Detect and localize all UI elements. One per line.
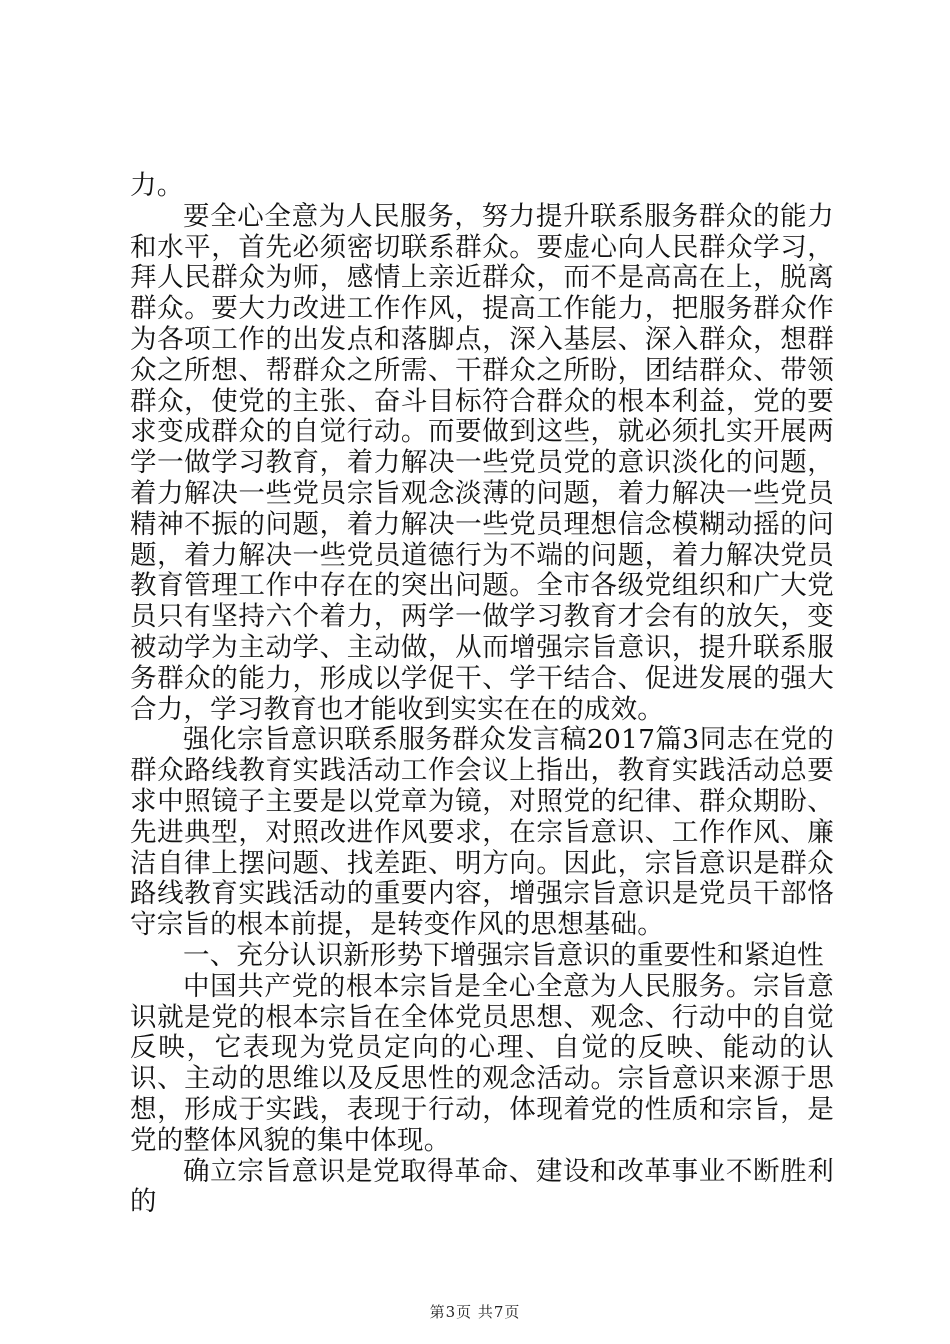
paragraph-serve-people: 要全心全意为人民服务，努力提升联系服务群众的能力和水平，首先必须密切联系群众。要虚心向人民群众学习，拜人民群众为师，感情上亲近群众，而不是高高在上，脱离群众。要大力改进工作作风，提高工作能力，把服务群众作为各项工作的出发点和落脚点，深入基层、深入群众，想群众之所想、帮群众之所需、干群众之所盼，团结群众、带领群众，使党的主张、奋斗目标符合群众的根本利益，党的要求变成群众的自觉行动。而要做到这些，就必须扎实开展两学一做学习教育，着力解决一些党员党的意识淡化的问题，着力解决一些党员宗旨观念淡薄的问题，着力解决一些党员精神不振的问题，着力解决一些党员理想信念模糊动摇的问题，着力解决一些党员道德行为不端的问题，着力解决党员教育管理工作中存在的突出问题。全市各级党组织和广大党员只有坚持六个着力，两学一做学习教育才会有的放矢，变被动学为主动学、主动做，从而增强宗旨意识，提升联系服务群众的能力，形成以学促干、学干结合、促进发展的强大合力，学习教育也才能收到实实在在的成效。 [130, 200, 834, 725]
paragraph-continuation: 力。 [130, 170, 184, 201]
page-number-footer: 第3页 共7页 [429, 1303, 521, 1321]
paragraph-establish-purpose: 确立宗旨意识是党取得革命、建设和改革事业不断胜利的 [130, 1155, 834, 1218]
document-body [130, 171, 834, 1218]
paragraph-party-purpose: 中国共产党的根本宗旨是全心全意为人民服务。宗旨意识就是党的根本宗旨在全体党员思想、观念、行动中的自觉反映，它表现为党员定向的心理、自觉的反映、能动的认识、主动的思维以及反思性的观念活动。宗旨意识来源于思想，形成于实践，表现于行动，体现着党的性质和宗旨，是党的整体风貌的集中体现。 [130, 970, 834, 1156]
paragraph-speech-intro: 强化宗旨意识联系服务群众发言稿2017篇3同志在党的群众路线教育实践活动工作会议上指出，教育实践活动总要求中照镜子主要是以党章为镜，对照党的纪律、群众期盼、先进典型，对照改进作风要求，在宗旨意识、工作作风、廉洁自律上摆问题、找差距、明方向。因此，宗旨意识是群众路线教育实践活动的重要内容，增强宗旨意识是党员干部恪守宗旨的根本前提，是转变作风的思想基础。 [130, 724, 834, 941]
section-heading-one: 一、充分认识新形势下增强宗旨意识的重要性和紧迫性 [183, 939, 824, 971]
